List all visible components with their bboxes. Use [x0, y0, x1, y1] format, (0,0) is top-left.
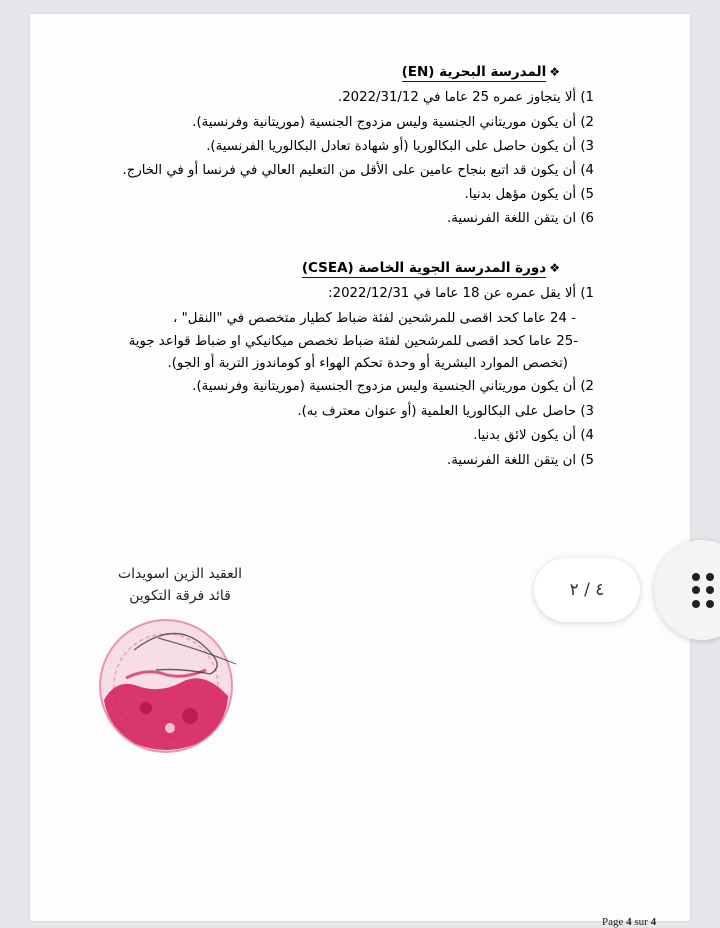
page-indicator-label: ٤ / ٢ [569, 580, 605, 600]
csea-item-4: 4) أن يكون لائق بدنيا. [473, 428, 594, 443]
csea-subitem-25: -25 عاما كحد اقصى للمرشحين لفئة ضباط تخصص ميكانيكي او ضباط قواعد جوية [128, 334, 578, 349]
official-seal [86, 608, 246, 758]
csea-item-3: 3) حاصل على البكالوريا العلمية (أو عنوان معترف به). [297, 404, 594, 419]
section-heading-en [402, 64, 560, 80]
dots-grid-icon [692, 573, 720, 609]
diamond-bullet-icon: ❖ [549, 65, 560, 79]
section-title-en: المدرسة البحرية (EN) [401, 64, 547, 80]
en-item-5: 5) أن يكون مؤهل بدنيا. [464, 187, 594, 202]
en-item-1: 1) ألا يتجاوز عمره 25 عاما في 2022/31/12. [337, 90, 594, 105]
en-item-4: 4) أن يكون قد اتبع بنجاح عامين على الأقل من التعليم العالي في فرنسا أو في الخارج. [122, 163, 594, 178]
diamond-bullet-icon: ❖ [549, 261, 560, 275]
signatory-title: قائد فرقة التكوين [129, 588, 231, 604]
en-item-6: 6) ان يتقن اللغة الفرنسية. [446, 211, 594, 226]
en-item-2: 2) أن يكون موريتاني الجنسية وليس مزدوج الجنسية (موريتانية وفرنسية). [192, 115, 594, 130]
document-page [30, 14, 690, 928]
csea-item-1: 1) ألا يقل عمره عن 18 عاما في 2022/12/31: [328, 286, 594, 301]
section-title-csea: دورة المدرسة الجوية الخاصة (CSEA) [301, 260, 547, 276]
page-footer [602, 916, 656, 928]
footer-total-pages: 4 [650, 916, 657, 928]
signatory-name: العقيد الزين اسويدات [117, 566, 243, 582]
footer-page-word: Page [602, 916, 624, 928]
section-heading-csea [302, 260, 560, 276]
csea-subitem-25-continued: (تخصص الموارد البشرية أو وحدة تحكم الهواء أو كوماندوز التربة أو الجو). [167, 356, 568, 371]
footer-current-page: 4 [626, 916, 632, 928]
csea-item-5: 5) ان يتقن اللغة الفرنسية. [446, 453, 594, 468]
footer-sur-word: sur [634, 916, 648, 928]
en-item-3: 3) أن يكون حاصل على البكالوريا (أو شهادة تعادل البكالوريا الفرنسية). [206, 139, 594, 154]
csea-item-2: 2) أن يكون موريتاني الجنسية وليس مزدوج الجنسية (موريتانية وفرنسية). [192, 379, 594, 394]
csea-subitem-24: - 24 عاما كحد اقصى للمرشحين لفئة ضباط كطيار متخصص في "النقل" ، [173, 311, 576, 326]
page-indicator[interactable] [534, 558, 640, 622]
